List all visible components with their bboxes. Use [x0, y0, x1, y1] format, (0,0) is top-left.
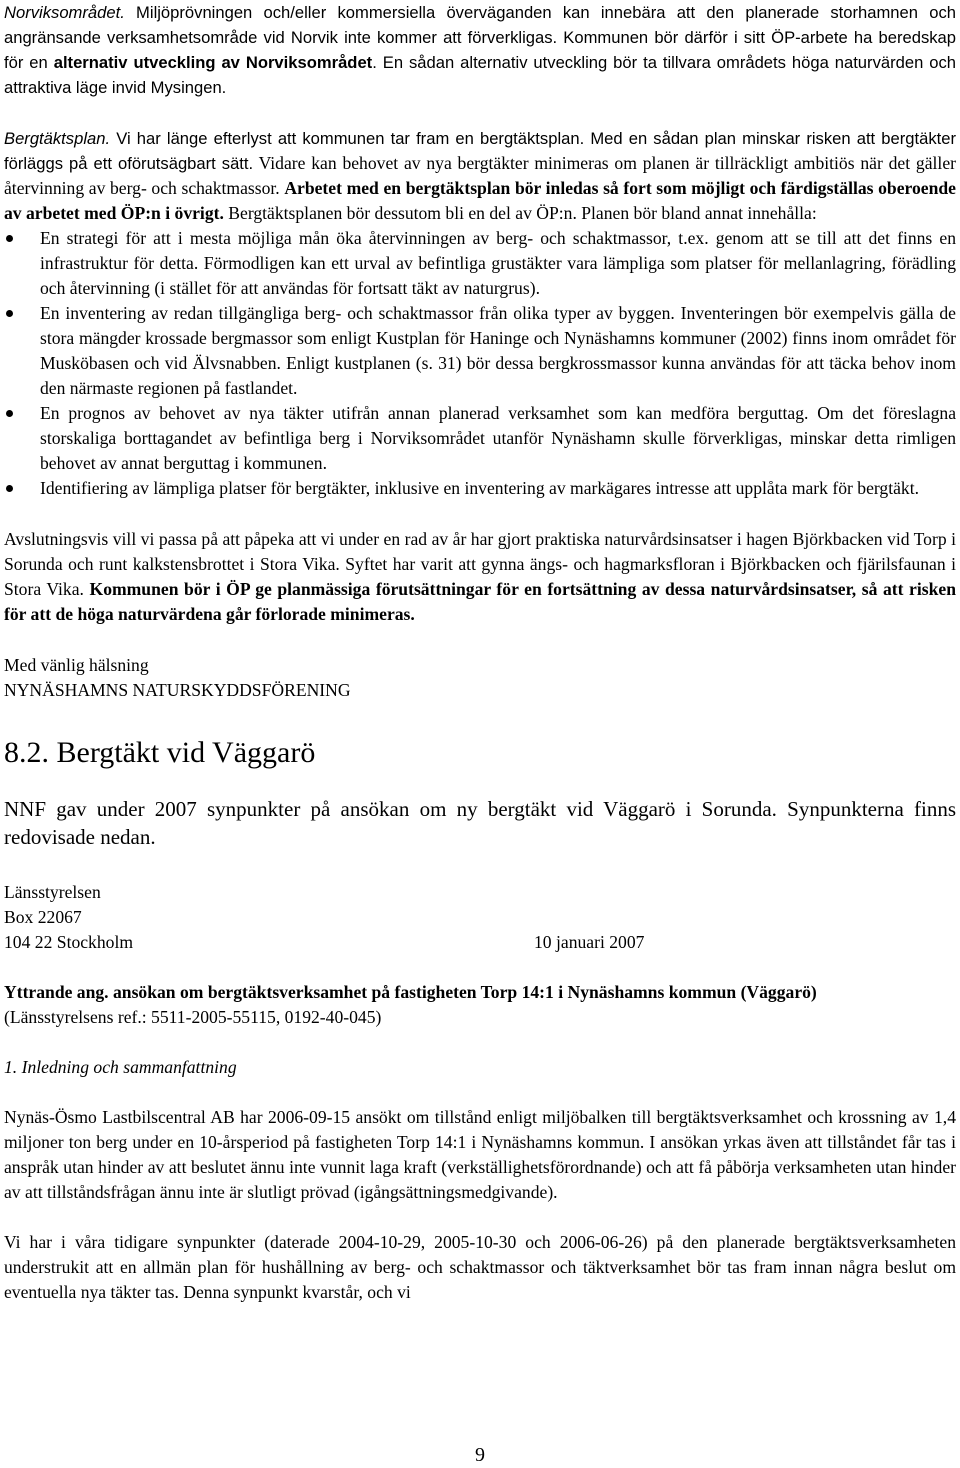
subsection-heading: 1. Inledning och sammanfattning	[4, 1057, 237, 1077]
list-item: En prognos av behovet av nya täkter utifrån annan planerad verksamhet som kan medföra berguttag. Om det föreslagna storskaliga borttagandet av befintliga berg i Norviksområdet utanför Nynäshamn skulle förverkligas, minskar detta rimligen behovet av annat berguttag i kommunen.	[4, 401, 956, 476]
greeting: Med vänlig hälsning	[4, 655, 149, 675]
letter-date: 10 januari 2007	[534, 932, 645, 952]
list-item: En inventering av redan tillgängliga berg- och schaktmassor från olika typer av byggen. Inventeringen bör exempelvis gälla de stora mängder krossade bergmassor som enligt Kustplan för Haninge och Nynäshamns kommuner (2002) finns inom området för Musköbasen och vid Älvsnabben. Enligt kustplanen (s. 31) bör dessa bergkrossmassor kunna användas för att täcka behov inom den närmaste regionen på fastlandet.	[4, 301, 956, 401]
address-line: Länsstyrelsen	[4, 882, 101, 902]
page-number: 9	[475, 1444, 485, 1466]
closing-emphasis: Kommunen bör i ÖP ge planmässiga förutsättningar för en fortsättning av dessa naturvårdsinsatser, så att risken för att de höga naturvärdena går förlorade minimeras.	[4, 579, 956, 624]
signature-org: NYNÄSHAMNS NATURSKYDDSFÖRENING	[4, 680, 351, 700]
plan-contents-list	[4, 226, 956, 501]
address-line: 104 22 Stockholm	[4, 932, 134, 952]
document-page	[4, 0, 956, 1305]
letter-reference: (Länsstyrelsens ref.: 5511-2005-55115, 0192-40-045)	[4, 1007, 382, 1027]
bergtaktsplan-label: Bergtäktsplan.	[4, 129, 111, 148]
bullet-icon	[6, 235, 13, 242]
norvik-label: Norviksområdet.	[4, 3, 125, 22]
bullet-icon	[6, 485, 13, 492]
norvik-paragraph: Norviksområdet. Miljöprövningen och/eller kommersiella överväganden kan innebära att den planerade storhamnen och angränsande verksamhetsområde vid Norvik inte kommer att förverkligas. Kommunen bör därför i sitt ÖP-arbete ha beredskap för en alternativ utveckling av Norviksområdet. En sådan alternativ utveckling bör ta tillvara områdets höga naturvärden och attraktiva läge invid Mysingen.	[4, 3, 956, 97]
section-heading: 8.2. Bergtäkt vid Väggarö	[4, 736, 316, 769]
bergtaktsplan-paragraph: Bergtäktsplan. Vi har länge efterlyst att kommunen tar fram en bergtäktsplan. Med en sådan plan minskar risken att bergtäkter förläggs på ett oförutsägbart sätt. Vidare kan behovet av nya bergtäkter minimeras om planen är tillräckligt ambitiös när det gäller återvinning av berg- och schaktmassor. Arbetet med en bergtäktsplan bör inledas så fort som möjligt och färdigställas oberoende av arbetet med ÖP:n i övrigt. Bergtäktsplanen bör dessutom bli en del av ÖP:n. Planen bör bland annat innehålla:	[4, 129, 956, 223]
bergtaktsplan-emphasis: Arbetet med en bergtäktsplan bör inledas så fort som möjligt och färdigställas oberoende av arbetet med ÖP:n i övrigt.	[4, 178, 956, 223]
bullet-icon	[6, 310, 13, 317]
bullet-icon	[6, 410, 13, 417]
letter-paragraph: Nynäs-Ösmo Lastbilscentral AB har 2006-09-15 ansökt om tillstånd enligt miljöbalken till bergtäktsverksamhet och krossning av 1,4 miljoner ton berg under en 10-årsperiod på fastigheten Torp 14:1 i Nynäshamns kommun. I ansökan yrkas även att tillståndet får tas i anspråk utan hinder av att beslutet ännu inte vunnit laga kraft (verkställighetsförordnande) och att få påbörja verksamheten utan hinder av att tillståndsfrågan ännu inte är slutligt prövad (igångsättningsmedgivande).	[4, 1107, 956, 1202]
list-item: Identifiering av lämpliga platser för bergtäkter, inklusive en inventering av markägares intresse att upplåta mark för bergtäkt.	[4, 476, 956, 501]
norvik-emphasis: alternativ utveckling av Norviksområdet	[53, 53, 373, 72]
address-line: Box 22067	[4, 907, 82, 927]
section-intro: NNF gav under 2007 synpunkter på ansökan om ny bergtäkt vid Väggarö i Sorunda. Synpunkterna finns redovisade nedan.	[4, 797, 956, 849]
address-date-row	[4, 930, 956, 955]
closing-paragraph: Avslutningsvis vill vi passa på att påpeka att vi under en rad av år har gjort praktiska naturvårdsinsatser i hagen Björkbacken vid Torp i Sorunda och runt kalkstensbrottet i Stora Vika. Syftet har varit att gynna ängs- och hagmarksfloran i Björkbacken och fjärilsfaunan i Stora Vika. Kommunen bör i ÖP ge planmässiga förutsättningar för en fortsättning av dessa naturvårdsinsatser, så att risken för att de höga naturvärdena går förlorade minimeras.	[4, 529, 956, 624]
list-item: En strategi för att i mesta möjliga mån öka återvinningen av berg- och schaktmassor, t.ex. genom att se till att det finns en infrastruktur för detta. Förmodligen kan ett urval av befintliga grustäkter vara lämpliga som platser för mellanlagring, förädling och återvinning (i stället för att användas för fortsatt täkt av naturgrus).	[4, 226, 956, 301]
letter-paragraph: Vi har i våra tidigare synpunkter (daterade 2004-10-29, 2005-10-30 och 2006-06-26) på den planerade bergtäktsverksamheten understrukit att en allmän plan för hushållning av berg- och schaktmassor och täktverksamhet bör tas fram innan några beslut om eventuella nya täkter tas. Denna synpunkt kvarstår, och vi	[4, 1232, 956, 1302]
letter-subject: Yttrande ang. ansökan om bergtäktsverksamhet på fastigheten Torp 14:1 i Nynäshamns kommun (Väggarö)	[4, 982, 817, 1002]
